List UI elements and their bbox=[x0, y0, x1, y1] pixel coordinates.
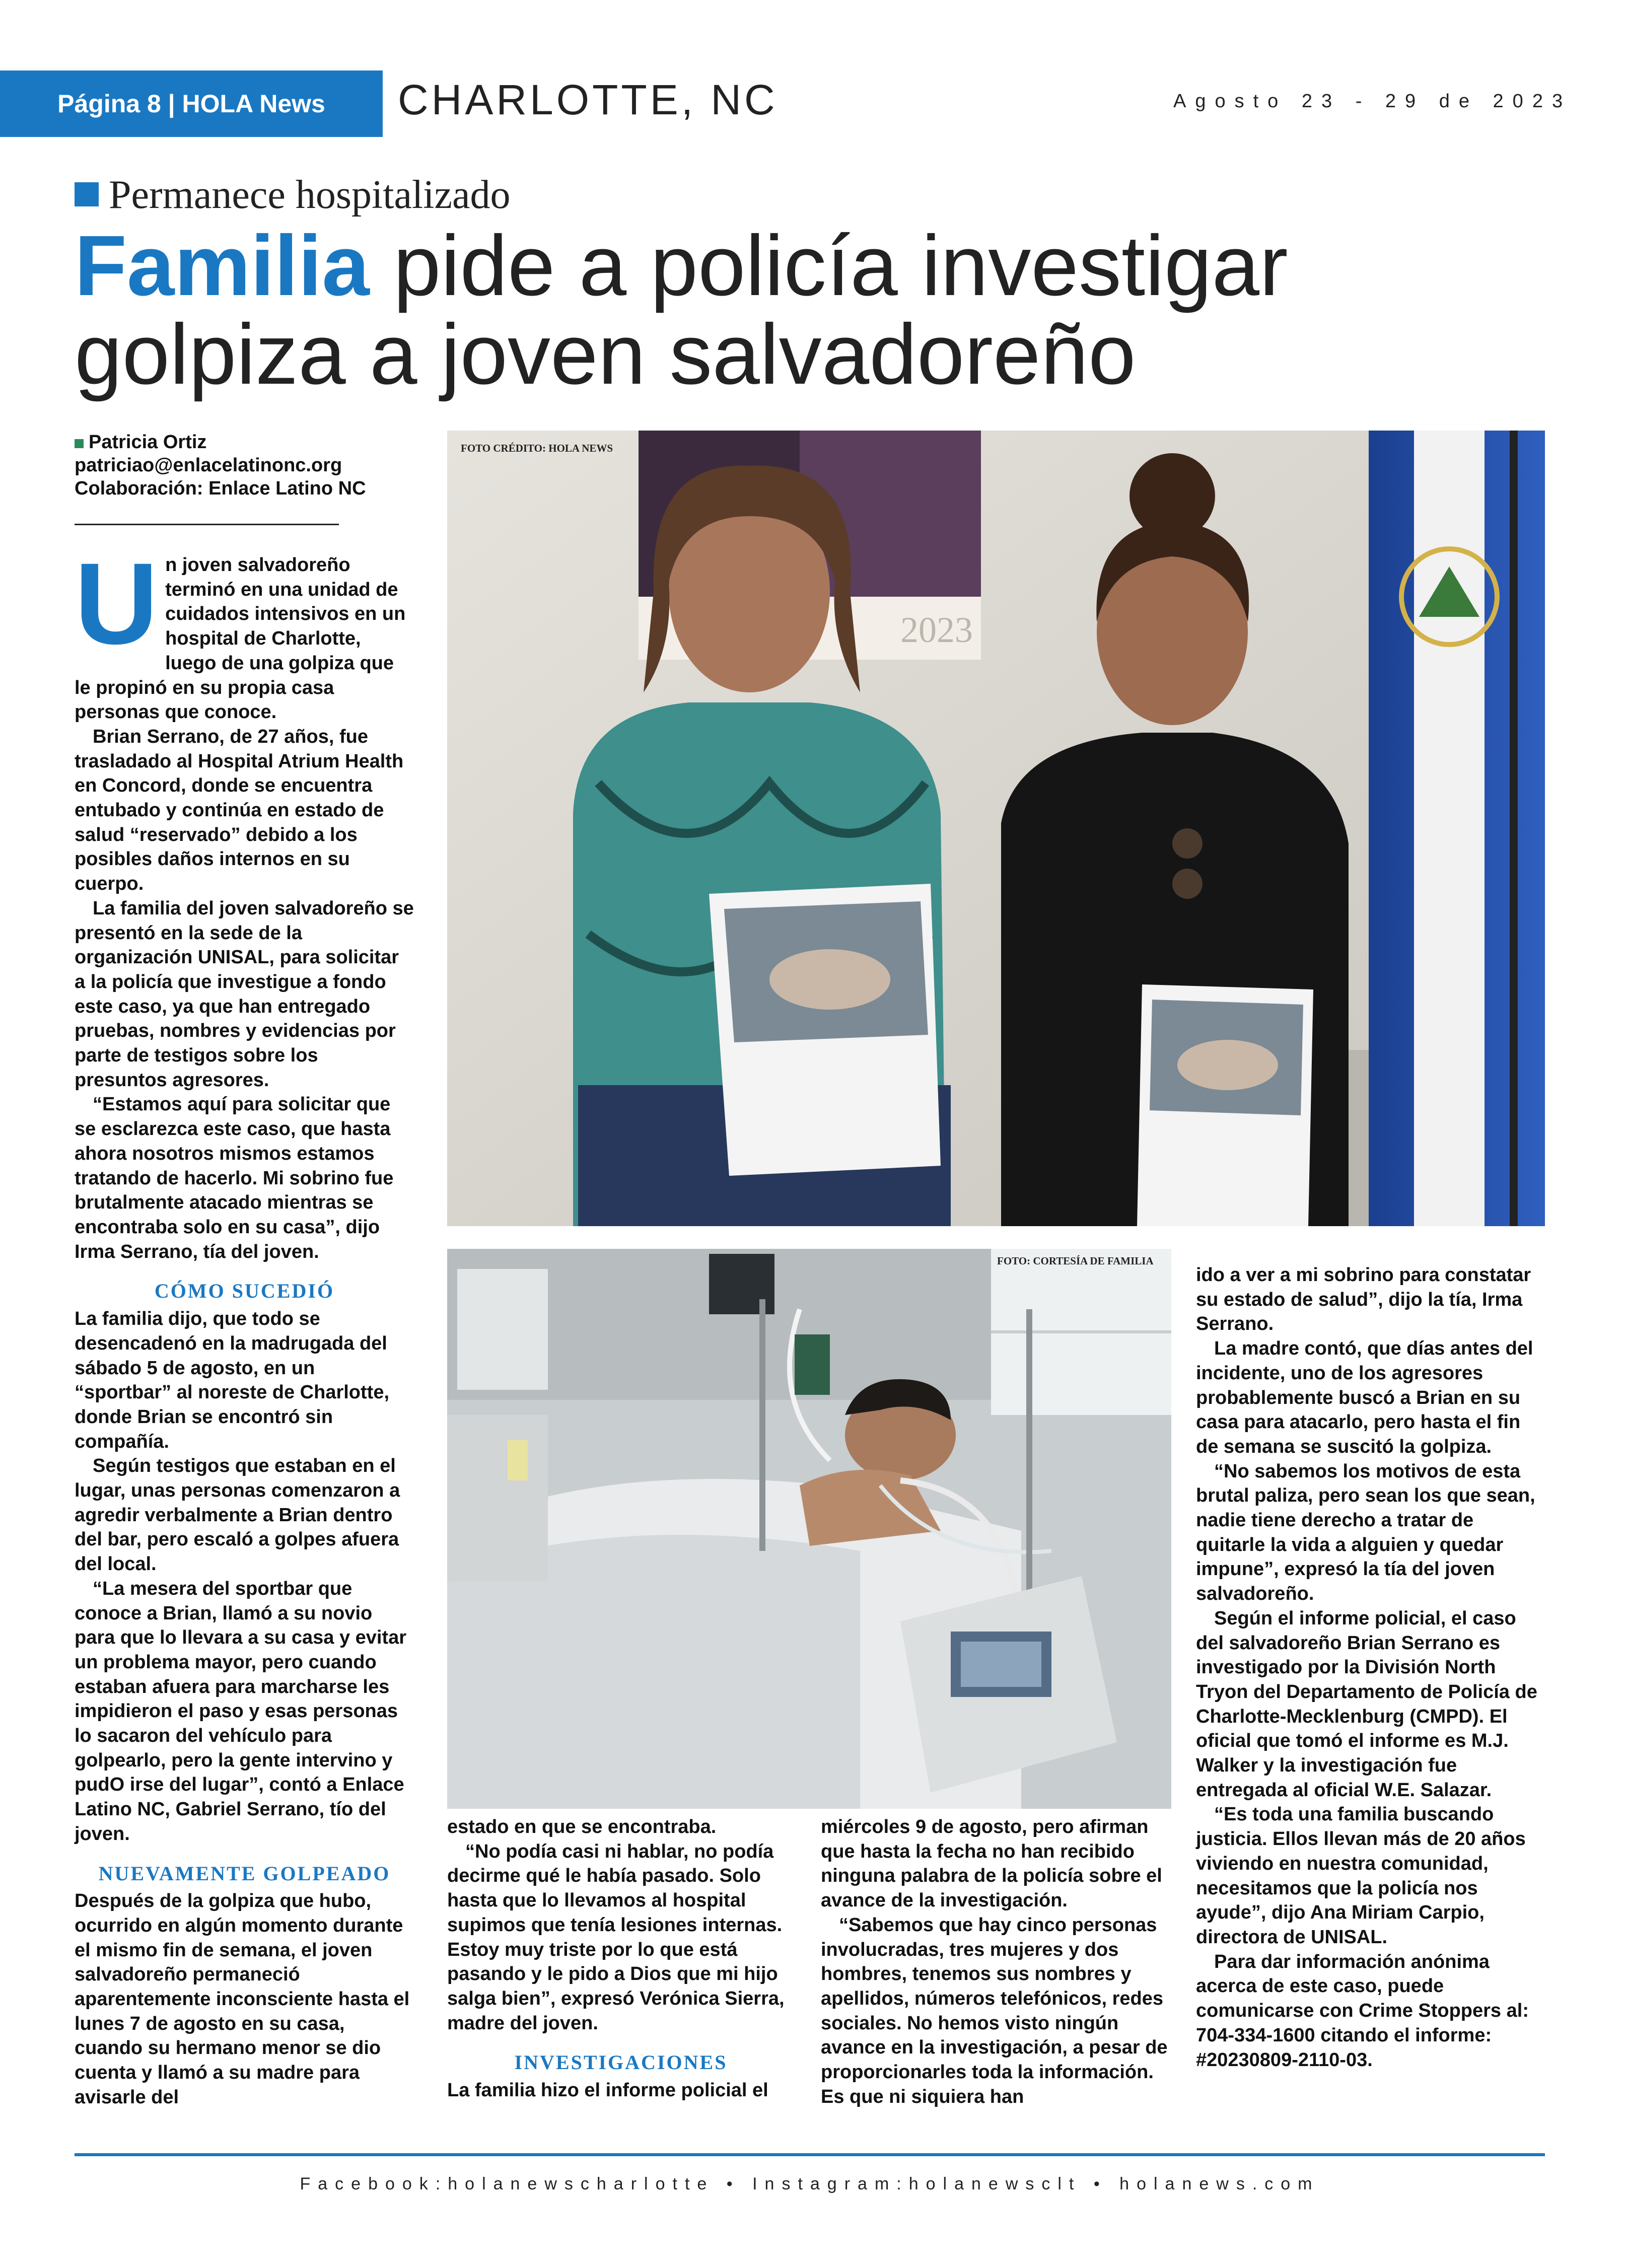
kicker-square-icon bbox=[75, 182, 99, 206]
subheading: CÓMO SUCEDIÓ bbox=[154, 1280, 335, 1303]
headline bbox=[75, 218, 1560, 402]
photo-family-svg bbox=[447, 431, 1545, 1226]
paragraph: Para dar información anónima acerca de este caso, puede comunicarse con Crime Stoppers al: 704-334-1600 citando el informe: #20230809-2110-03. bbox=[1196, 1951, 1529, 2071]
issue-date: Agosto 23 - 29 de 2023 bbox=[1173, 91, 1572, 112]
byline-email[interactable]: patriciao@enlacelatinonc.org bbox=[75, 455, 342, 476]
footer-social-links: Facebook:holanewscharlotte • Instagram:holanewsclt • holanews.com bbox=[300, 2174, 1320, 2193]
article-column-4 bbox=[1196, 1263, 1543, 2072]
paragraph: Según el informe policial, el caso del salvadoreño Brian Serrano es investigado por la División North Tryon del Departamento de Policía de Charlotte-Mecklenburg (CMPD). El oficial que tomó el informe es M.J. Walker y la investigación fue entregada al oficial W.E. Salazar. bbox=[1196, 1607, 1537, 1801]
article-column-3 bbox=[821, 1815, 1168, 2109]
article-column-1 bbox=[75, 539, 414, 2110]
page-label: Página 8 | HOLA News bbox=[0, 70, 383, 137]
photo-hospital bbox=[447, 1249, 1171, 1809]
city-label: CHARLOTTE, NC bbox=[398, 76, 778, 123]
byline-collab: Colaboración: Enlace Latino NC bbox=[75, 478, 366, 499]
byline-square-icon bbox=[75, 439, 84, 448]
paragraph: La familia dijo, que todo se desencadenó en la madrugada del sábado 5 de agosto, en un “sportbar” al noreste de Charlotte, donde Brian se encontró sin compañía. bbox=[75, 1308, 390, 1452]
paragraph: estado en que se encontraba. bbox=[447, 1816, 717, 1837]
paragraph: “No podía casi ni hablar, no podía decirme qué le había pasado. Solo hasta que lo llevamos al hospital supimos que tenía lesiones internas. Estoy muy triste por lo que está pasando y le pido a Dios que mi hijo salga bien”, expresó Verónica Sierra, madre del joven. bbox=[447, 1840, 785, 2034]
paragraph: “Es toda una familia buscando justicia. Ellos llevan más de 20 años viviendo en nuestra comunidad, necesitamos que la policía nos ayude”, dijo Ana Miriam Carpio, directora de UNISAL. bbox=[1196, 1804, 1526, 1948]
photo-credit-family: FOTO: CORTESÍA DE FAMILIA bbox=[997, 1255, 1154, 1267]
photo-family-press bbox=[447, 431, 1545, 1226]
paragraph: “Estamos aquí para solicitar que se esclarezca este caso, que hasta ahora nosotros mismos estamos tratando de hacerlo. Mi sobrino fue brutalmente atacado mientras se encontraba solo en su casa”, dijo Irma Serrano, tía del joven. bbox=[75, 1094, 394, 1262]
paragraph: Brian Serrano, de 27 años, fue trasladado al Hospital Atrium Health en Concord, donde se encuentra entubado y continúa en estado de salud “reservado” debido a los posibles daños internos en su cuerpo. bbox=[75, 726, 404, 895]
paragraph: miércoles 9 de agosto, pero afirman que hasta la fecha no han recibido ninguna palabra de la policía sobre el avance de la investigación. bbox=[821, 1816, 1162, 1911]
headline-accent: Familia bbox=[75, 218, 370, 314]
article-column-2 bbox=[447, 1815, 795, 2103]
paragraph: La madre contó, que días antes del incidente, uno de los agresores probablemente buscó a Brian en su casa para atacarlo, pero hasta el fin de semana se suscitó la golpiza. bbox=[1196, 1338, 1533, 1457]
byline bbox=[75, 431, 427, 500]
photo-hospital-svg bbox=[447, 1249, 1171, 1809]
subheading: INVESTIGACIONES bbox=[514, 2051, 728, 2074]
photo-credit-holanews: FOTO CRÉDITO: HOLA NEWS bbox=[461, 442, 613, 454]
byline-divider bbox=[75, 524, 339, 525]
byline-author: Patricia Ortiz bbox=[89, 432, 207, 453]
drop-cap: U bbox=[75, 539, 159, 668]
paragraph: n joven salvadoreño terminó en una unidad de cuidados intensivos en un hospital de Charlotte, luego de una golpiza que le propinó en su propia casa personas que conoce. bbox=[75, 554, 406, 723]
kicker: Permanece hospitalizado bbox=[109, 173, 511, 217]
paragraph: Según testigos que estaban en el lugar, unas personas comenzaron a agredir verbalmente a Brian dentro del bar, pero escaló a golpes afuera del local. bbox=[75, 1455, 400, 1575]
paragraph: “La mesera del sportbar que conoce a Brian, llamó a su novio para que lo llevara a su casa y evitar un problema mayor, pero cuando estaban afuera para marcharse les impidieron el paso y esas personas lo sacaron del vehículo para golpearlo, pero la gente intervino y pudO irse del lugar”, contó a Enlace Latino NC, Gabriel Serrano, tío del joven. bbox=[75, 1578, 407, 1845]
paragraph: “Sabemos que hay cinco personas involucradas, tres mujeres y dos hombres, tenemos sus nombres y apellidos, números telefónicos, redes sociales. No hemos visto ningún avance en la investigación, a pesar de proporcionarles toda la información. Es que ni siquiera han bbox=[821, 1914, 1168, 2107]
paragraph: ido a ver a mi sobrino para constatar su estado de salud”, dijo la tía, Irma Serrano. bbox=[1196, 1264, 1531, 1335]
paragraph: La familia hizo el informe policial el bbox=[447, 2080, 768, 2101]
paragraph: Después de la golpiza que hubo, ocurrido en algún momento durante el mismo fin de semana, el joven salvadoreño permaneció aparentemente inconsciente hasta el lunes 7 de agosto en su casa, cuando su hermano menor se dio cuenta y llamó a su madre para avisarle del bbox=[75, 1890, 410, 2108]
paragraph: “No sabemos los motivos de esta brutal paliza, pero sean los que sean, nadie tiene derecho a tratar de quitarle la vida a alguien y quedar impune”, expresó la tía del joven salvadoreño. bbox=[1196, 1460, 1535, 1605]
paragraph: La familia del joven salvadoreño se presentó en la sede de la organización UNISAL, para solicitar a la policía que investigue a fondo este caso, ya que han entregado pruebas, nombres y evidencias por parte de testigos sobre los presuntos agresores. bbox=[75, 897, 414, 1091]
subheading: NUEVAMENTE GOLPEADO bbox=[98, 1862, 391, 1885]
footer-divider bbox=[75, 2153, 1545, 2156]
poster-year: 2023 bbox=[900, 610, 973, 650]
headline-rest: pide a policía investigar golpiza a joven salvadoreño bbox=[75, 218, 1288, 402]
